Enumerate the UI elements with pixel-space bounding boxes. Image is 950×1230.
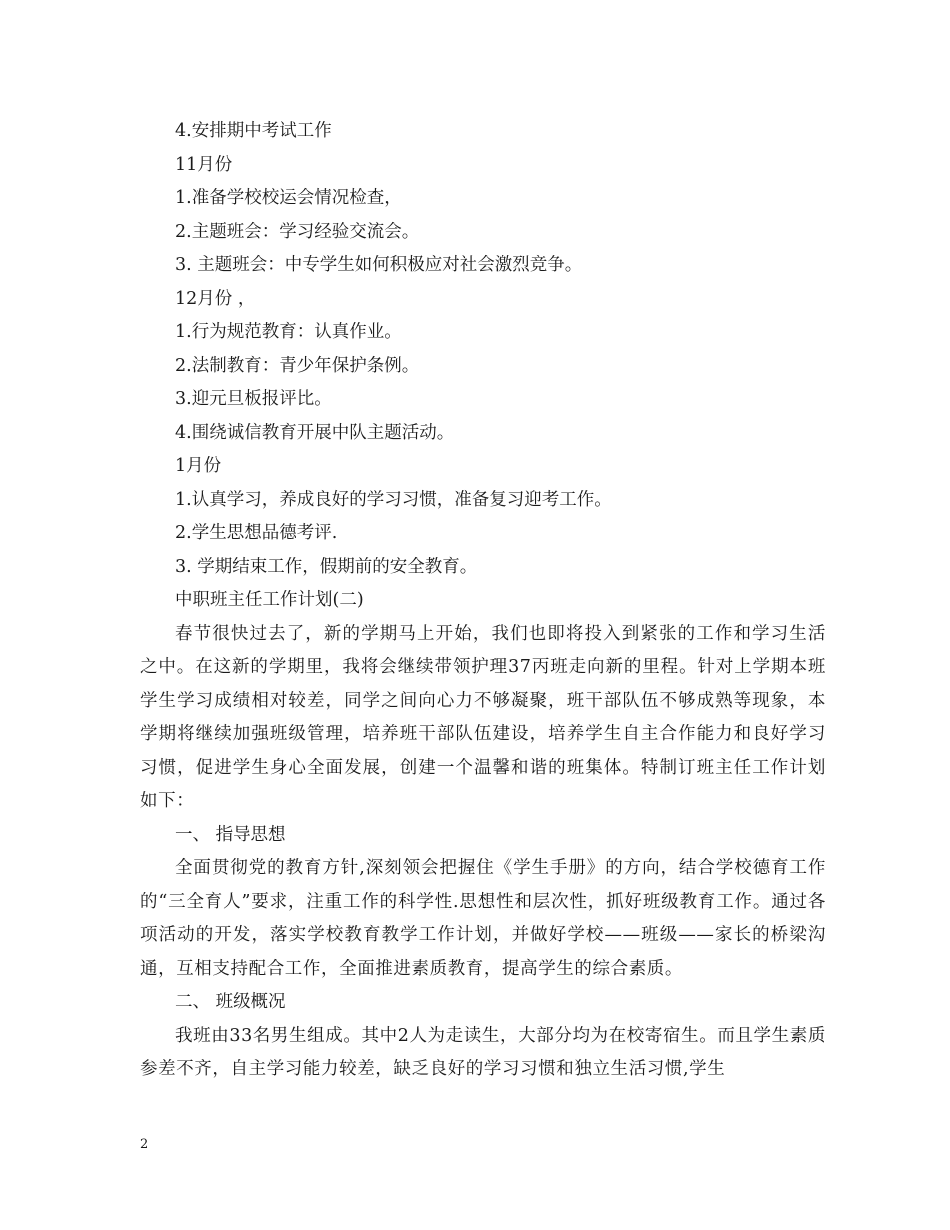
month-heading: 12月份 ， xyxy=(175,288,256,309)
list-item: 2.法制教育：青少年保护条例。 xyxy=(175,355,420,376)
list-item: 1.行为规范教育：认真作业。 xyxy=(175,322,402,342)
list-item: 2.主题班会：学习经验交流会。 xyxy=(175,221,420,242)
guiding-thought-paragraph: 全面贯彻党的教育方针,深刻领会把握住《学生手册》的方向，结合学校德育工作的“三全育人”要求，注重工作的科学性.思想性和层次性，抓好班级教育工作。通过各项活动的开发，落实学校教育教学工作计划，并做好学校——班级——家长的桥梁沟通，互相支持配合工作，全面推进素质教育，提高学生的综合素质。 xyxy=(140,858,826,979)
section-heading: 一、 指导思想 xyxy=(175,824,286,845)
list-item: 4.围绕诚信教育开展中队主题活动。 xyxy=(175,422,455,443)
section-title: 中职班主任工作计划(二) xyxy=(175,590,364,610)
page-content xyxy=(140,115,826,1087)
list-item: 1.准备学校校运会情况检查， xyxy=(175,188,402,208)
list-item: 3. 主题班会：中专学生如何积极应对社会激烈竞争。 xyxy=(175,255,583,275)
list-item: 3.迎元旦板报评比。 xyxy=(175,389,332,409)
month-heading: 11月份 xyxy=(175,154,233,175)
list-item: 1.认真学习，养成良好的学习习惯，准备复习迎考工作。 xyxy=(175,489,612,510)
month-heading: 1月份 xyxy=(175,456,222,476)
list-item: 2.学生思想品德考评. xyxy=(175,523,338,543)
list-item: 4.安排期中考试工作 xyxy=(175,121,332,141)
class-overview-paragraph: 我班由33名男生组成。其中2人为走读生，大部分均为在校寄宿生。而且学生素质参差不齐，自主学习能力较差，缺乏良好的学习习惯和独立生活习惯,学生 xyxy=(140,1025,826,1079)
intro-paragraph: 春节很快过去了，新的学期马上开始，我们也即将投入到紧张的工作和学习生活之中。在这新的学期里，我将会继续带领护理37丙班走向新的里程。针对上学期本班学生学习成绩相对较差，同学之间向心力不够凝聚，班干部队伍不够成熟等现象，本学期将继续加强班级管理，培养班干部队伍建设，培养学生自主合作能力和良好学习习惯，促进学生身心全面发展，创建一个温馨和谐的班集体。特制订班主任工作计划如下： xyxy=(140,623,826,811)
section-heading: 二、 班级概况 xyxy=(175,992,286,1012)
page-number: 2 xyxy=(140,1137,149,1152)
list-item: 3. 学期结束工作，假期前的安全教育。 xyxy=(175,556,478,577)
